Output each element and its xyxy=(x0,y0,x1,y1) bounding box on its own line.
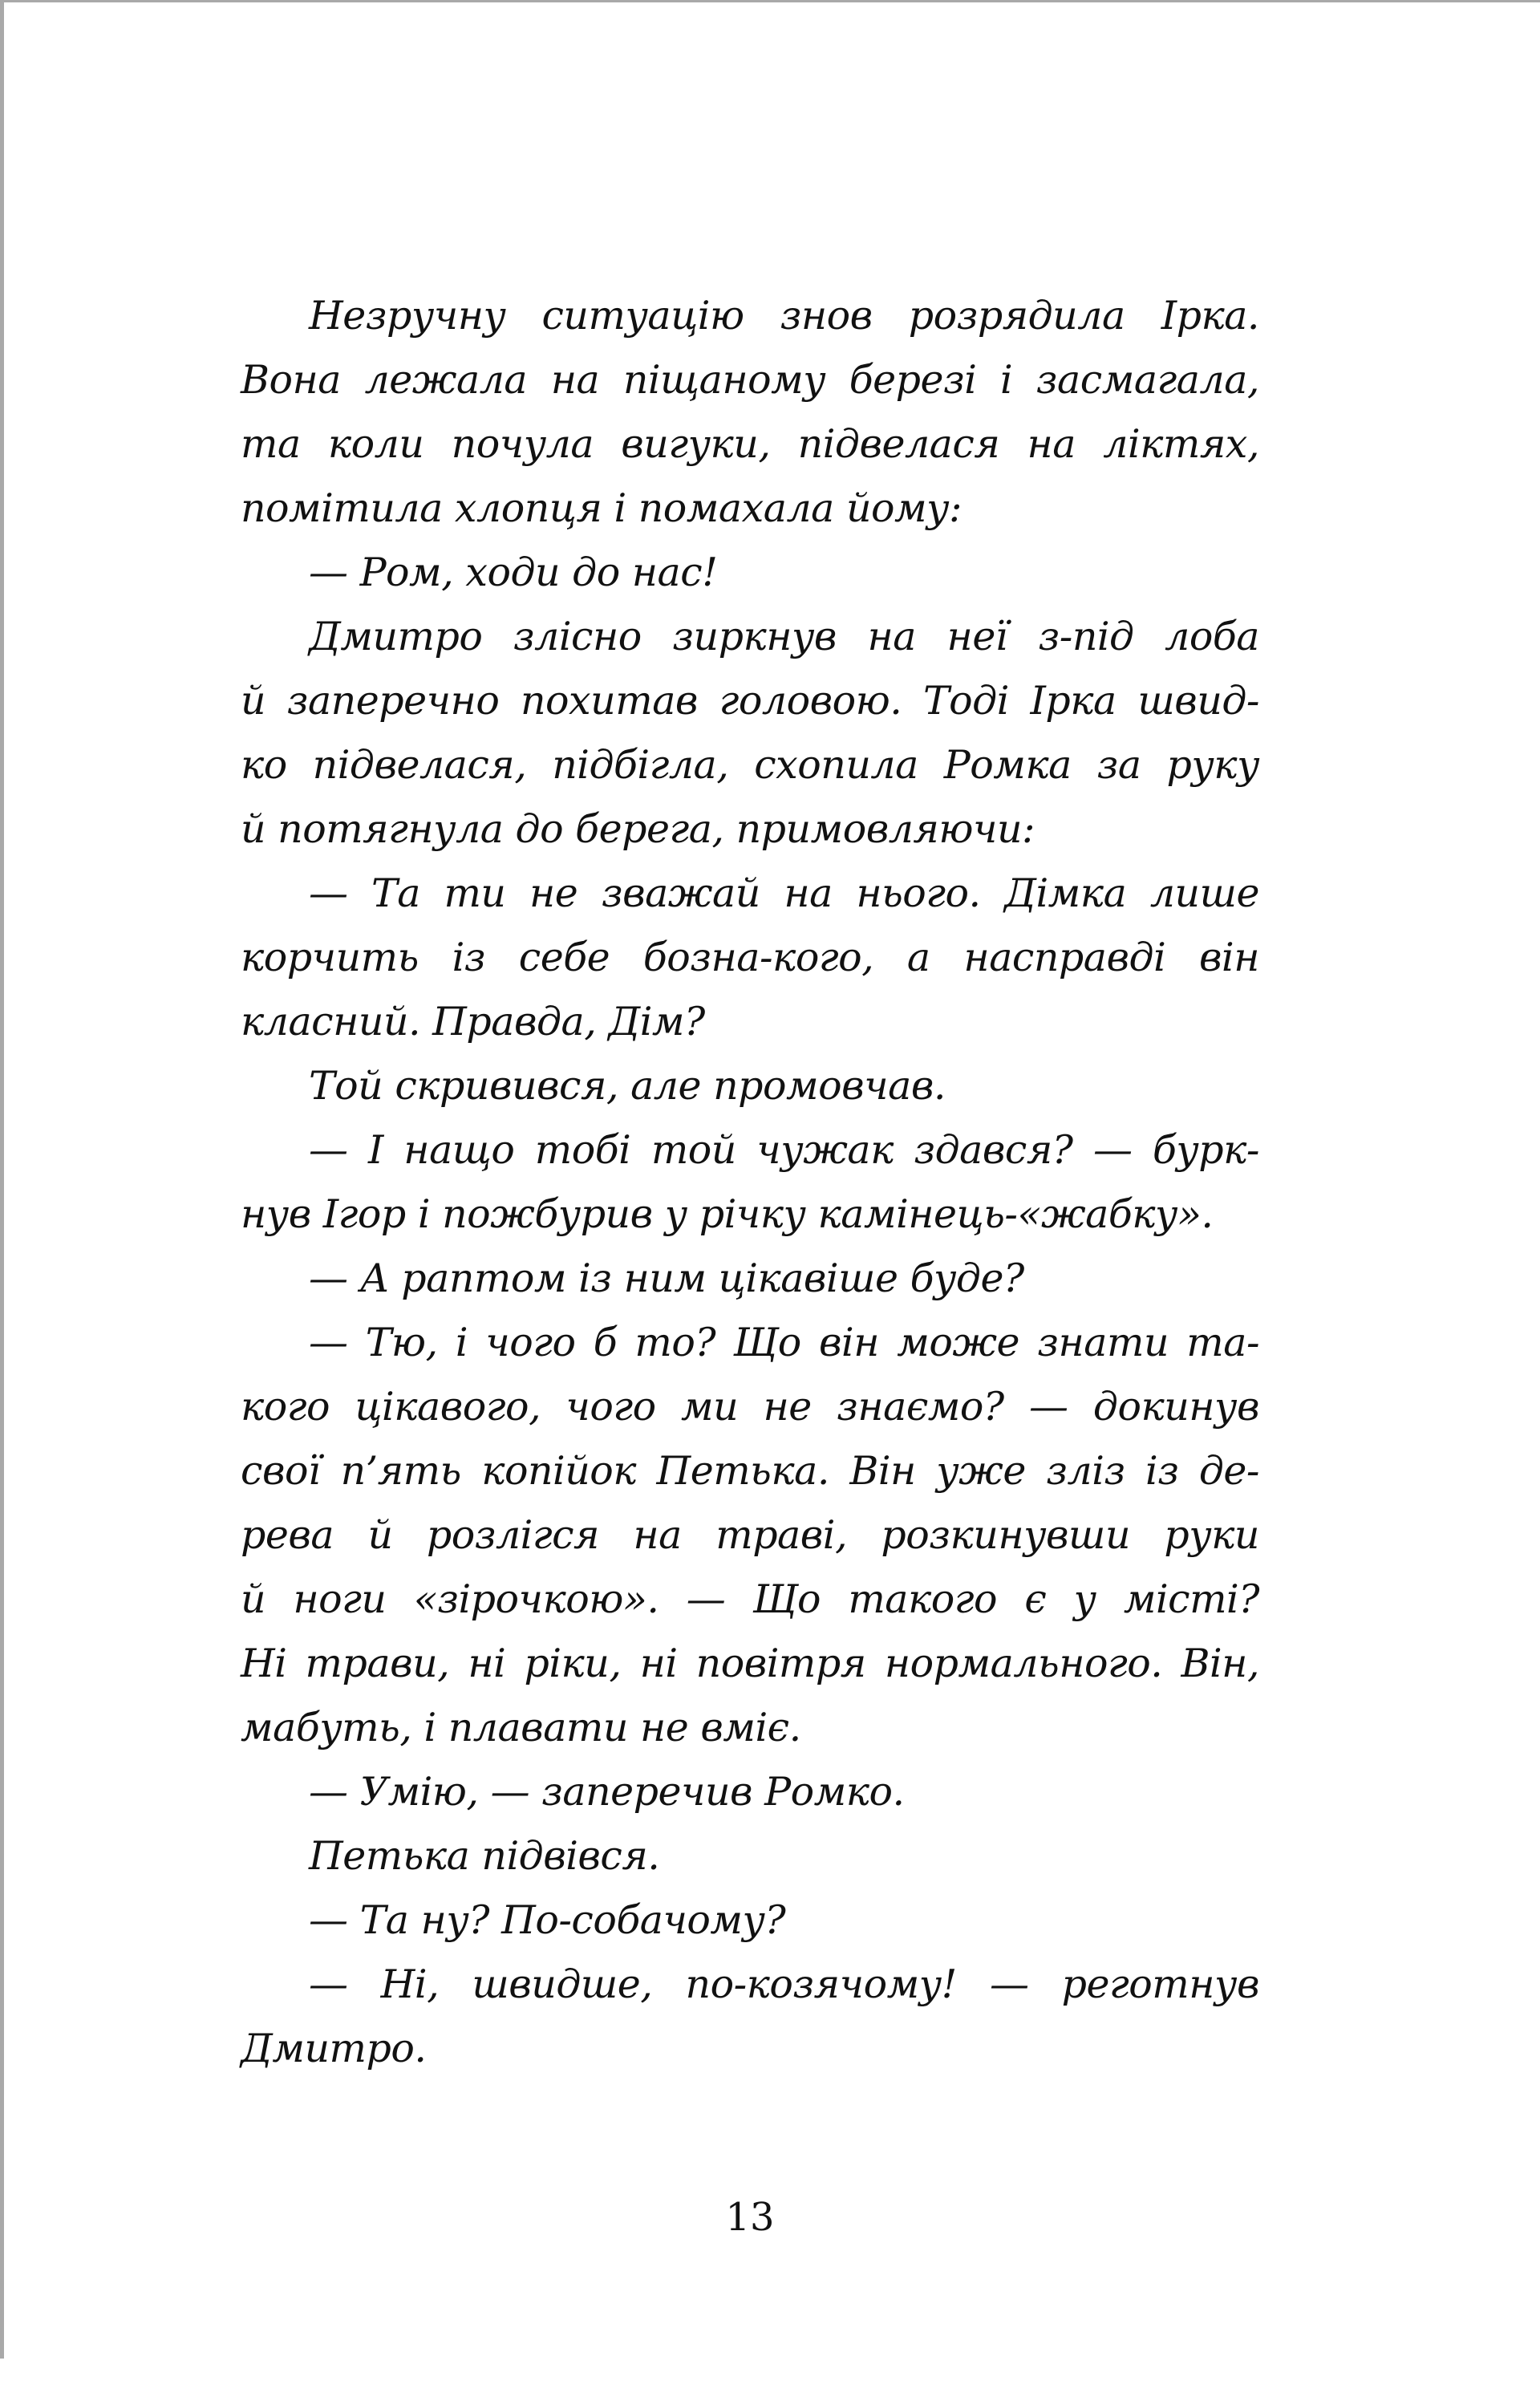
text-line: — Тю, і чого б то? Що він може знати та- xyxy=(309,1320,1259,1365)
text-line: рева й розлігся на траві, розкинувши руки xyxy=(241,1512,1259,1558)
text-line: Ні трави, ні ріки, ні повітря нормального. Він, xyxy=(241,1641,1259,1686)
text-line: свої п’ять копійок Петька. Він уже зліз із де- xyxy=(241,1448,1259,1494)
text-line: — Ром, ходи до нас! xyxy=(309,550,718,595)
text-line: — Та ну? По-собачому? xyxy=(309,1897,786,1943)
text-line: Вона лежала на піщаному березі і засмагала, xyxy=(241,357,1259,403)
text-line: та коли почула вигуки, підвелася на ліктях, xyxy=(241,421,1259,467)
text-line: Незручну ситуацію знов розрядила Ірка. xyxy=(309,293,1259,339)
text-line: ко підвелася, підбігла, схопила Ромка за руку xyxy=(241,742,1259,788)
text-line: — Та ти не зважай на нього. Дімка лише xyxy=(309,870,1259,916)
text-line: — Ні, швидше, по-козячому! — реготнув xyxy=(309,1961,1259,2007)
text-line: мабуть, і плавати не вміє. xyxy=(241,1705,801,1750)
text-line: — І нащо тобі той чужак здався? — бурк- xyxy=(309,1127,1259,1173)
text-line: й ноги «зірочкою». — Що такого є у місті? xyxy=(241,1576,1259,1622)
text-line: й потягнула до берега, примовляючи: xyxy=(241,806,1035,852)
page-number: 13 xyxy=(725,2195,775,2240)
text-line: — А раптом із ним цікавіше буде? xyxy=(309,1255,1024,1301)
text-line: Дмитро злісно зиркнув на неї з-під лоба xyxy=(309,614,1259,659)
text-line: класний. Правда, Дім? xyxy=(241,999,705,1044)
text-line: — Умію, — заперечив Ромко. xyxy=(309,1769,905,1815)
text-line: помітила хлопця і помахала йому: xyxy=(241,485,962,531)
text-line: й заперечно похитав головою. Тоді Ірка швид- xyxy=(241,678,1259,724)
text-line: нув Ігор і пожбурив у річку камінець-«жабку». xyxy=(241,1191,1214,1237)
text-line: кого цікавого, чого ми не знаємо? — докинув xyxy=(241,1384,1259,1430)
text-line: Той скривився, але промовчав. xyxy=(309,1063,946,1109)
text-line: Петька підвівся. xyxy=(309,1833,660,1879)
text-line: корчить із себе бозна-кого, а насправді він xyxy=(241,935,1259,980)
text-line: Дмитро. xyxy=(241,2026,427,2071)
